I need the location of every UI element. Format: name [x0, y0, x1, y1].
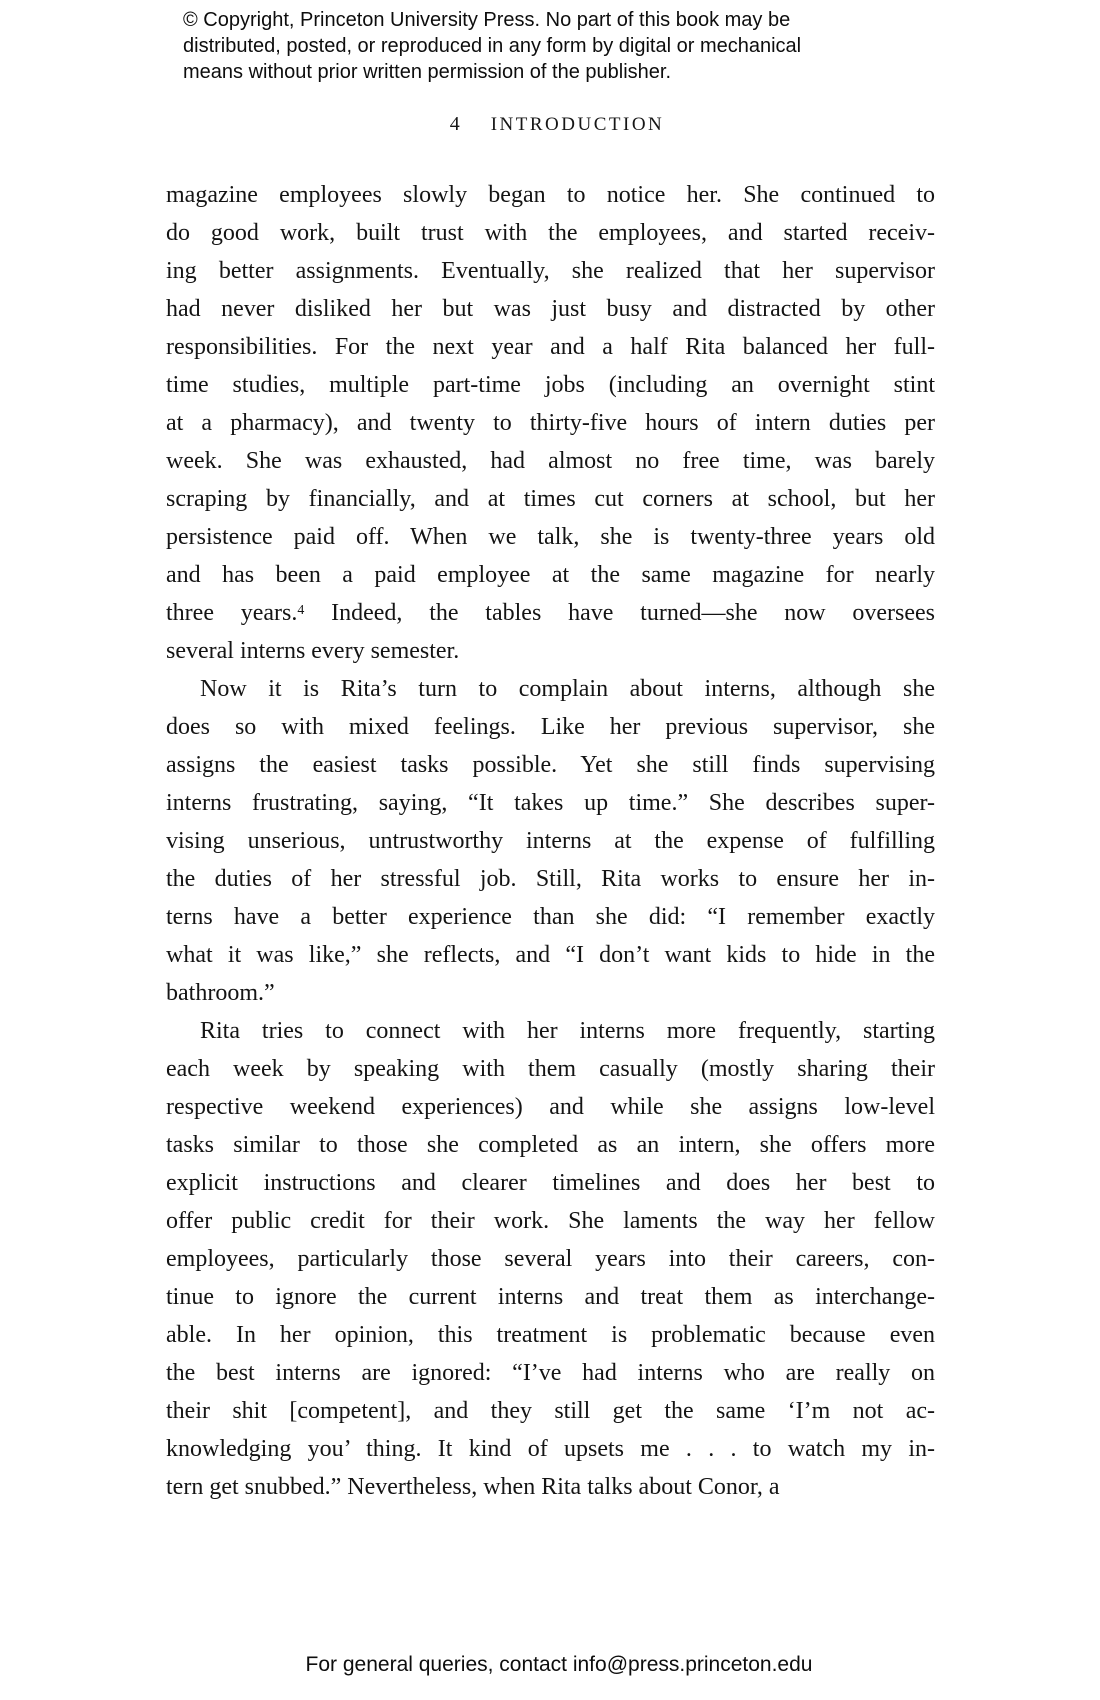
- body-line: had never disliked her but was just busy and distracted by other: [166, 296, 935, 322]
- body-line: tern get snubbed.” Nevertheless, when Rita talks about Conor, a: [166, 1474, 780, 1500]
- body-line: bathroom.”: [166, 980, 275, 1006]
- body-line: week. She was exhausted, had almost no free time, was barely: [166, 448, 935, 474]
- body-line: responsibilities. For the next year and a half Rita balanced her full-: [166, 334, 935, 360]
- body-line: the best interns are ignored: “I’ve had interns who are really on: [166, 1360, 935, 1386]
- body-line: knowledging you’ thing. It kind of upsets me . . . to watch my in-: [166, 1436, 935, 1462]
- body-text: [166, 176, 935, 1506]
- running-head-title: INTRODUCTION: [490, 114, 665, 135]
- body-line: employees, particularly those several years into their careers, con-: [166, 1246, 935, 1272]
- copyright-line: distributed, posted, or reproduced in any form by digital or mechanical: [183, 35, 802, 57]
- body-line: persistence paid off. When we talk, she is twenty-three years old: [166, 524, 935, 550]
- body-line: time studies, multiple part-time jobs (including an overnight stint: [166, 372, 935, 398]
- footer-text: For general queries, contact info@press.princeton.edu: [305, 1653, 813, 1676]
- copyright-line: means without prior written permission of the publisher.: [183, 61, 672, 83]
- body-line: tasks similar to those she completed as an intern, she offers more: [166, 1132, 935, 1158]
- body-line: scraping by financially, and at times cut corners at school, but her: [166, 486, 935, 512]
- body-line: their shit [competent], and they still get the same ‘I’m not ac-: [166, 1398, 935, 1424]
- body-line: magazine employees slowly began to notice her. She continued to: [166, 182, 935, 208]
- body-line: interns frustrating, saying, “It takes up time.” She describes super-: [166, 790, 935, 816]
- footnote-marker: 4: [297, 602, 305, 618]
- body-line: tinue to ignore the current interns and treat them as interchange-: [166, 1284, 935, 1310]
- body-line: vising unserious, untrustworthy interns at the expense of fulfilling: [166, 828, 935, 854]
- body-line: and has been a paid employee at the same magazine for nearly: [166, 562, 935, 588]
- paragraph: [166, 1012, 935, 1506]
- body-line: terns have a better experience than she did: “I remember exactly: [166, 904, 935, 930]
- body-line: ing better assignments. Eventually, she realized that her supervisor: [166, 258, 935, 284]
- copyright-line: © Copyright, Princeton University Press. No part of this book may be: [183, 9, 791, 31]
- body-line: what it was like,” she reflects, and “I don’t want kids to hide in the: [166, 942, 935, 968]
- paragraph: [166, 176, 935, 670]
- page-number: 4: [449, 113, 461, 135]
- paragraph: [166, 670, 935, 1012]
- body-line: able. In her opinion, this treatment is problematic because even: [166, 1322, 935, 1348]
- body-line: do good work, built trust with the employees, and started receiv-: [166, 220, 935, 246]
- body-line: explicit instructions and clearer timelines and does her best to: [166, 1170, 935, 1196]
- body-line: at a pharmacy), and twenty to thirty-five hours of intern duties per: [166, 410, 935, 436]
- body-line: each week by speaking with them casually (mostly sharing their: [166, 1056, 935, 1082]
- body-line: respective weekend experiences) and while she assigns low-level: [166, 1094, 935, 1120]
- body-line: Rita tries to connect with her interns more frequently, starting: [200, 1018, 935, 1044]
- body-line: three years.$^4$ Indeed, the tables have turned—she now oversees: [166, 600, 935, 626]
- body-line: several interns every semester.: [166, 638, 460, 664]
- copyright-notice: [183, 7, 863, 85]
- body-line: assigns the easiest tasks possible. Yet she still finds supervising: [166, 752, 935, 778]
- body-line: the duties of her stressful job. Still, Rita works to ensure her in-: [166, 866, 935, 892]
- body-line: offer public credit for their work. She laments the way her fellow: [166, 1208, 935, 1234]
- body-line: does so with mixed feelings. Like her previous supervisor, she: [166, 714, 935, 740]
- body-line: Now it is Rita’s turn to complain about interns, although she: [200, 676, 935, 702]
- running-head: [0, 112, 1100, 137]
